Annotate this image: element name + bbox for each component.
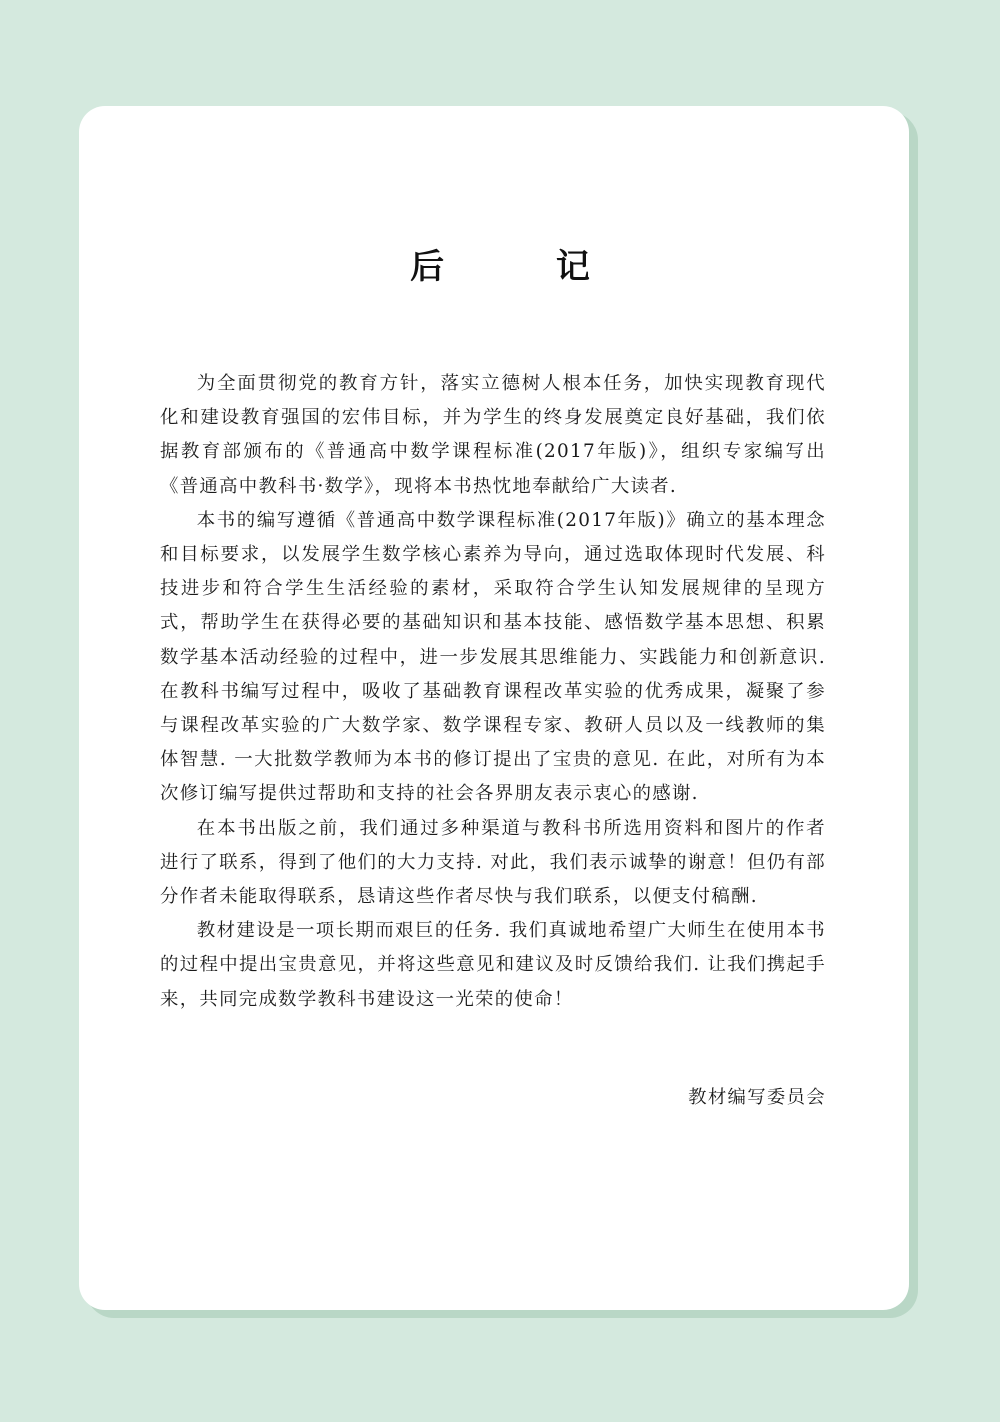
paragraph-2: 本书的编写遵循《普通高中数学课程标准(2017年版)》确立的基本理念和目标要求，以发展学生数学核心素养为导向，通过选取体现时代发展、科技进步和符合学生生活经验的素材，采取符合学生认知发展规律的呈现方式，帮助学生在获得必要的基础知识和基本技能、感悟数学基本思想、积累数学基本活动经验的过程中，进一步发展其思维能力、实践能力和创新意识. 在教科书编写过程中，吸收了基础教育课程改革实验的优秀成果，凝聚了参与课程改革实验的广大数学家、数学课程专家、教研人员以及一线教师的集体智慧. 一大批数学教师为本书的修订提出了宝贵的意见. 在此，对所有为本次修订编写提供过帮助和支持的社会各界朋友表示衷心的感谢.	[160, 509, 826, 805]
paragraph-4: 教材建设是一项长期而艰巨的任务. 我们真诚地希望广大师生在使用本书的过程中提出宝贵意见，并将这些意见和建议及时反馈给我们. 让我们携起手来，共同完成数学教科书建设这一光荣的使命！	[160, 920, 826, 1010]
paragraph-1: 为全面贯彻党的教育方针，落实立德树人根本任务，加快实现教育现代化和建设教育强国的宏伟目标，并为学生的终身发展奠定良好基础，我们依据教育部颁布的《普通高中数学课程标准(2017年版)》，组织专家编写出《普通高中教科书·数学》，现将本书热忱地奉献给广大读者.	[160, 373, 826, 497]
page-title: 后 记	[410, 247, 640, 287]
signature: 教材编写委员会	[688, 1087, 826, 1108]
paragraph-3: 在本书出版之前，我们通过多种渠道与教科书所选用资料和图片的作者进行了联系，得到了他们的大力支持. 对此，我们表示诚挚的谢意！但仍有部分作者未能取得联系，恳请这些作者尽快与我们联系，以便支付稿酬.	[160, 817, 826, 908]
afterword-body	[160, 367, 826, 1017]
